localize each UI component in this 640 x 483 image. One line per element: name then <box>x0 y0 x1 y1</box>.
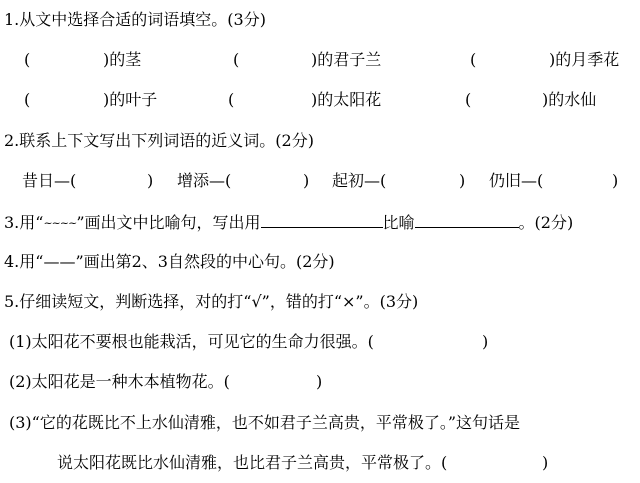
q5-s1: (1)太阳花不要根也能栽活，可见它的生命力很强。( <box>9 332 374 351</box>
q1-r2-label-1: )的叶子 <box>103 90 158 109</box>
q1-r1-label-3: )的月季花 <box>549 50 620 69</box>
q1-r1-open-2: ( <box>233 50 240 69</box>
q3-suffix: 。(2分) <box>518 213 574 232</box>
q1-r1-label-1: )的茎 <box>103 50 142 69</box>
q2-word-2: 增添—( <box>177 171 232 190</box>
q5-s1-close: ) <box>482 332 489 351</box>
q5-s2: (2)太阳花是一种木本植物花。( <box>9 372 230 391</box>
q2-word-4: 仍旧—( <box>489 171 544 190</box>
q1-r2-open-1: ( <box>24 90 31 109</box>
q4-text: 4.用“——”画出第2、3自然段的中心句。(2分) <box>4 252 335 271</box>
q3-prefix: 3.用“ <box>4 213 44 232</box>
q3-line <box>4 211 573 235</box>
q3-wavy-symbol: ~~~~ <box>43 216 77 230</box>
q3-middle2: 比喻 <box>382 213 415 232</box>
q1-r2-open-2: ( <box>228 90 235 109</box>
q3-middle: ”画出文中比喻句，写出用 <box>76 213 261 232</box>
q2-word-3: 起初—( <box>332 171 387 190</box>
q1-r1-label-2: )的君子兰 <box>311 50 382 69</box>
q1-r2-label-2: )的太阳花 <box>311 90 382 109</box>
q2-title: 2.联系上下文写出下列词语的近义词。(2分) <box>4 131 314 150</box>
q3-blank-1[interactable] <box>261 211 383 228</box>
q5-s2-close: ) <box>316 372 323 391</box>
q2-close-1: ) <box>147 171 154 190</box>
q5-s3-line1: (3)“它的花既比不上水仙清雅，也不如君子兰高贵，平常极了。”这句话是 <box>9 413 521 432</box>
q5-title: 5.仔细读短文，判断选择，对的打“√”，错的打“×”。(3分) <box>4 292 419 311</box>
q3-blank-2[interactable] <box>415 211 519 228</box>
q2-word-1: 昔日—( <box>22 171 77 190</box>
q2-close-2: ) <box>303 171 310 190</box>
q5-s3-close: ) <box>542 453 549 472</box>
q1-r1-open-1: ( <box>24 50 31 69</box>
q1-r2-open-3: ( <box>465 90 472 109</box>
q2-close-3: ) <box>459 171 466 190</box>
q2-close-4: ) <box>612 171 619 190</box>
q1-title: 1.从文中选择合适的词语填空。(3分) <box>4 10 266 29</box>
q5-s3-line2: 说太阳花既比水仙清雅，也比君子兰高贵，平常极了。( <box>57 453 448 472</box>
q1-r2-label-3: )的水仙 <box>542 90 597 109</box>
q1-r1-open-3: ( <box>470 50 477 69</box>
